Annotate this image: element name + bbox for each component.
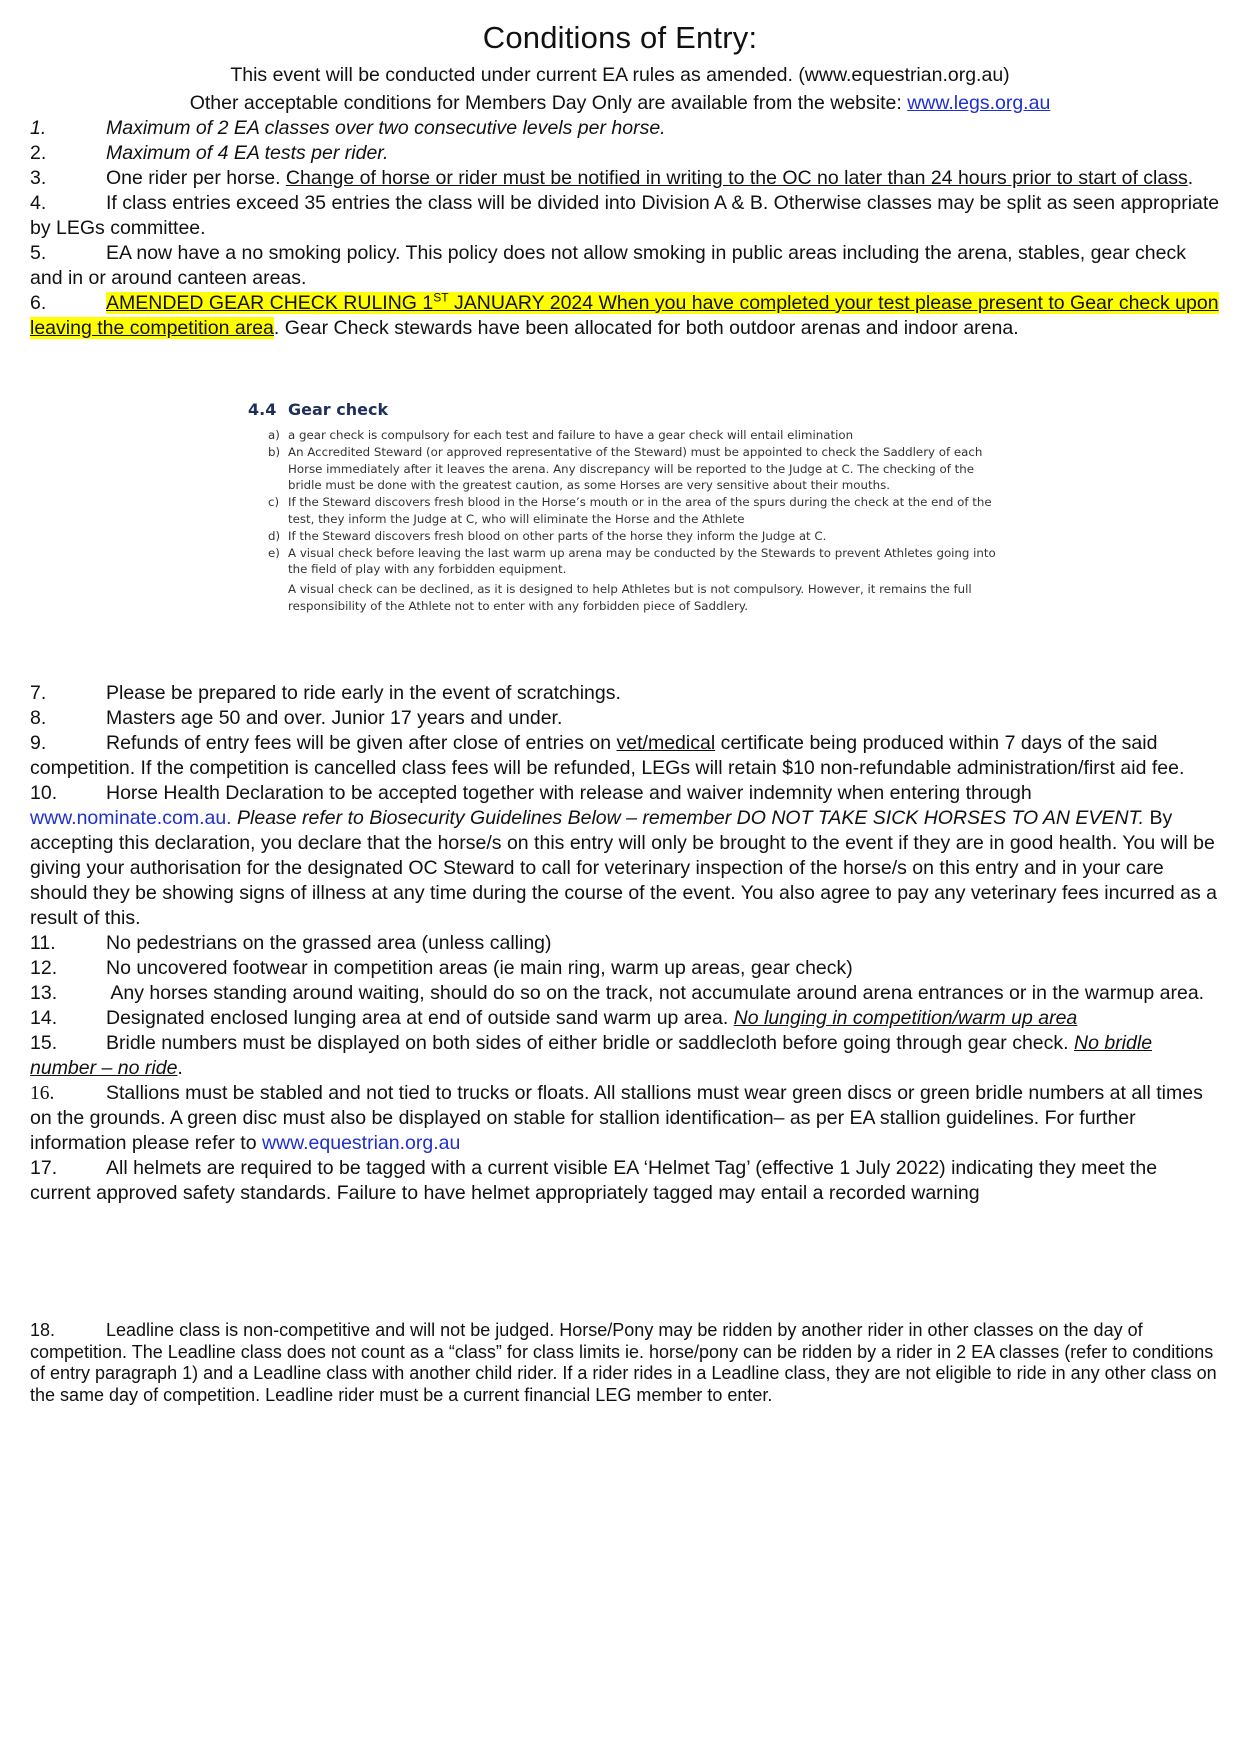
conditions-list-part3 bbox=[30, 1320, 1220, 1406]
item-text: Horse Health Declaration to be accepted together with release and waiver indemnity when entering through bbox=[106, 782, 1032, 804]
point-label: e) bbox=[268, 545, 280, 560]
condition-item bbox=[30, 1081, 1220, 1156]
condition-item bbox=[30, 681, 1220, 706]
item-text: Designated enclosed lunging area at end of outside sand warm up area. bbox=[106, 1007, 734, 1029]
item-number: 16. bbox=[30, 1083, 55, 1104]
condition-item bbox=[30, 706, 1220, 731]
item-text: Any horses standing around waiting, should do so on the track, not accumulate around arena entrances or in the warmup area. bbox=[106, 982, 1205, 1004]
item-text: If class entries exceed 35 entries the class will be divided into Division A & B. Otherwise classes may be split as seen appropriate by LEGs committee. bbox=[30, 192, 1220, 239]
item-emphasis: No bridle number – no ride bbox=[30, 1032, 1153, 1079]
item-number: 8. bbox=[30, 707, 47, 729]
item-text: No uncovered footwear in competition areas (ie main ring, warm up areas, gear check) bbox=[106, 957, 853, 979]
item-text: All helmets are required to be tagged with a current visible EA ‘Helmet Tag’ (effective 1 July 2022) indicating they meet the current approved safety standards. Failure to have helmet appropriately tagged may entail a recorded warning bbox=[30, 1157, 1158, 1204]
item-text: No pedestrians on the grassed area (unless calling) bbox=[106, 932, 552, 954]
gear-check-point bbox=[268, 494, 1008, 528]
gear-check-title: Gear check bbox=[288, 400, 389, 419]
condition-item bbox=[30, 981, 1220, 1006]
item-number: 9. bbox=[30, 732, 47, 754]
gear-check-point bbox=[268, 427, 1008, 444]
item-number: 5. bbox=[30, 242, 47, 264]
item-number: 1. bbox=[30, 117, 47, 139]
gear-check-point bbox=[268, 444, 1008, 494]
item-number: 2. bbox=[30, 142, 47, 164]
members-subtitle-text: Other acceptable conditions for Members Day Only are available from the website: bbox=[189, 92, 908, 114]
point-text: a gear check is compulsory for each test and failure to have a gear check will entail elimination bbox=[288, 428, 854, 442]
point-text: If the Steward discovers fresh blood on other parts of the horse they inform the Judge at C. bbox=[288, 528, 827, 543]
condition-item bbox=[30, 1320, 1220, 1406]
point-label: a) bbox=[268, 428, 280, 442]
item-number: 7. bbox=[30, 682, 47, 704]
point-text-2: A visual check can be declined, as it is designed to help Athletes but is not compulsory. However, it remains the full responsibility of the Athlete not to enter with any forbidden piece of Saddlery. bbox=[288, 582, 972, 613]
legs-website-link[interactable]: www.legs.org.au bbox=[907, 92, 1051, 114]
ruling-text: AMENDED GEAR CHECK RULING 1 bbox=[106, 292, 434, 314]
point-text: If the Steward discovers fresh blood in the Horse’s mouth or in the area of the spurs during the check at the end of the test, they inform the Judge at C, who will eliminate the Horse and the Athlete bbox=[288, 495, 992, 526]
gear-check-point bbox=[268, 528, 1008, 545]
item-number: 14. bbox=[30, 1007, 58, 1029]
gear-check-heading bbox=[248, 400, 1008, 419]
item-number: 3. bbox=[30, 167, 47, 189]
members-subtitle bbox=[0, 92, 1240, 115]
rules-subtitle: This event will be conducted under current EA rules as amended. (www.equestrian.org.au) bbox=[230, 64, 1010, 86]
item-number: 18. bbox=[30, 1320, 56, 1340]
condition-item bbox=[30, 291, 1220, 341]
point-label: d) bbox=[268, 528, 281, 543]
page-title: Conditions of Entry: bbox=[482, 20, 758, 55]
item-text-cont: By accepting this declaration, you declare that the horse/s on this entry will only be brought to the event if they are in good health. You will be giving your authorisation for the designated OC Steward to call for veterinary inspection of the horse/s on this entry and in your care should they be showing signs of illness at any time during the course of the event. You also agree to pay any veterinary fees incurred as a result of this. bbox=[30, 807, 1217, 929]
item-number: 13. bbox=[30, 982, 58, 1004]
gear-check-list bbox=[248, 427, 1008, 615]
condition-item bbox=[30, 1156, 1220, 1206]
condition-item bbox=[30, 731, 1220, 781]
item-number: 10. bbox=[30, 782, 58, 804]
condition-item bbox=[30, 931, 1220, 956]
item-text: Stallions must be stabled and not tied to trucks or floats. All stallions must wear green discs or green bridle numbers at all times on the grounds. A green disc must also be displayed on stable for stallion identification– as per EA stallion guidelines. For further information please refer to bbox=[30, 1082, 1203, 1154]
point-text-group bbox=[288, 545, 1008, 615]
item-underlined-text: Change of horse or rider must be notified in writing to the OC no later than 24 hours prior to start of class bbox=[285, 167, 1188, 189]
item-text: One rider per horse. bbox=[106, 167, 286, 189]
condition-item bbox=[30, 141, 1220, 166]
condition-item bbox=[30, 781, 1220, 931]
condition-item bbox=[30, 956, 1220, 981]
item-text: Masters age 50 and over. Junior 17 years and under. bbox=[106, 707, 563, 729]
conditions-list-part2 bbox=[30, 681, 1220, 1206]
item-number: 11. bbox=[30, 932, 56, 954]
condition-item bbox=[30, 1006, 1220, 1031]
item-tail: . Gear Check stewards have been allocated for both outdoor arenas and indoor arena. bbox=[273, 317, 1019, 339]
item-text: Maximum of 4 EA tests per rider. bbox=[106, 142, 389, 164]
condition-item bbox=[30, 1031, 1220, 1081]
item-number: 12. bbox=[30, 957, 58, 979]
item-number: 4. bbox=[30, 192, 47, 214]
point-label: c) bbox=[268, 495, 280, 510]
gear-check-point bbox=[268, 545, 1008, 615]
biosecurity-note: Please refer to Biosecurity Guidelines Below – remember DO NOT TAKE SICK HORSES TO AN EVENT. bbox=[231, 807, 1145, 829]
condition-item bbox=[30, 166, 1220, 191]
item-text: Refunds of entry fees will be given after close of entries on bbox=[106, 732, 617, 754]
point-text: An Accredited Steward (or approved representative of the Steward) must be appointed to check the Saddlery of each Horse immediately after it leaves the arena. Any discrepancy will be reported to the Judge at C. The checking of the bridle must be done with the greatest caution, as some Horses are very sensitive about their mouths. bbox=[288, 444, 983, 493]
conditions-list-part1 bbox=[30, 116, 1220, 341]
condition-item bbox=[30, 116, 1220, 141]
point-text: A visual check before leaving the last warm up arena may be conducted by the Stewards to prevent Athletes going into the field of play with any forbidden equipment. bbox=[288, 545, 996, 577]
condition-item bbox=[30, 241, 1220, 291]
ruling-text-cont: JANUARY 2024 When you have completed your test please present to Gear check upon leaving the competition area bbox=[30, 292, 1219, 339]
item-number: 15. bbox=[30, 1032, 58, 1054]
item-text: Leadline class is non-competitive and will not be judged. Horse/Pony may be ridden by another rider in other classes on the day of competition. The Leadline class does not count as a “class” for class limits ie. horse/pony can be ridden by a rider in 2 EA classes (refer to conditions of entry paragraph 1) and a Leadline class with another child rider. If a rider rides in a Leadline class, they are not eligible to ride in any other class on the same day of competition. Leadline rider must be a current financial LEG member to enter. bbox=[30, 1320, 1217, 1405]
nominate-link[interactable]: www.nominate.com.au. bbox=[30, 807, 232, 829]
ruling-superscript: ST bbox=[433, 290, 449, 305]
item-text: Bridle numbers must be displayed on both sides of either bridle or saddlecloth before going through gear check. bbox=[106, 1032, 1074, 1054]
item-tail: . bbox=[177, 1057, 183, 1079]
item-underlined-text: vet/medical bbox=[616, 732, 716, 754]
equestrian-link[interactable]: www.equestrian.org.au bbox=[261, 1132, 461, 1154]
item-text: EA now have a no smoking policy. This policy does not allow smoking in public areas including the arena, stables, gear check and in or around canteen areas. bbox=[30, 242, 1186, 289]
gear-check-excerpt bbox=[248, 400, 1008, 615]
point-label: b) bbox=[268, 444, 281, 459]
item-text-cont: certificate being produced within 7 days of the said competition. If the competition is cancelled class fees will be refunded, LEGs will retain $10 non-refundable administration/first aid fee. bbox=[30, 732, 1185, 779]
item-number: 6. bbox=[30, 292, 47, 314]
item-number: 17. bbox=[30, 1157, 58, 1179]
item-text: Please be prepared to ride early in the event of scratchings. bbox=[106, 682, 621, 704]
item-tail: . bbox=[1187, 167, 1194, 189]
item-emphasis: No lunging in competition/warm up area bbox=[733, 1007, 1078, 1029]
condition-item bbox=[30, 191, 1220, 241]
item-text: Maximum of 2 EA classes over two consecutive levels per horse. bbox=[106, 117, 666, 139]
gear-check-number: 4.4 bbox=[248, 400, 277, 419]
